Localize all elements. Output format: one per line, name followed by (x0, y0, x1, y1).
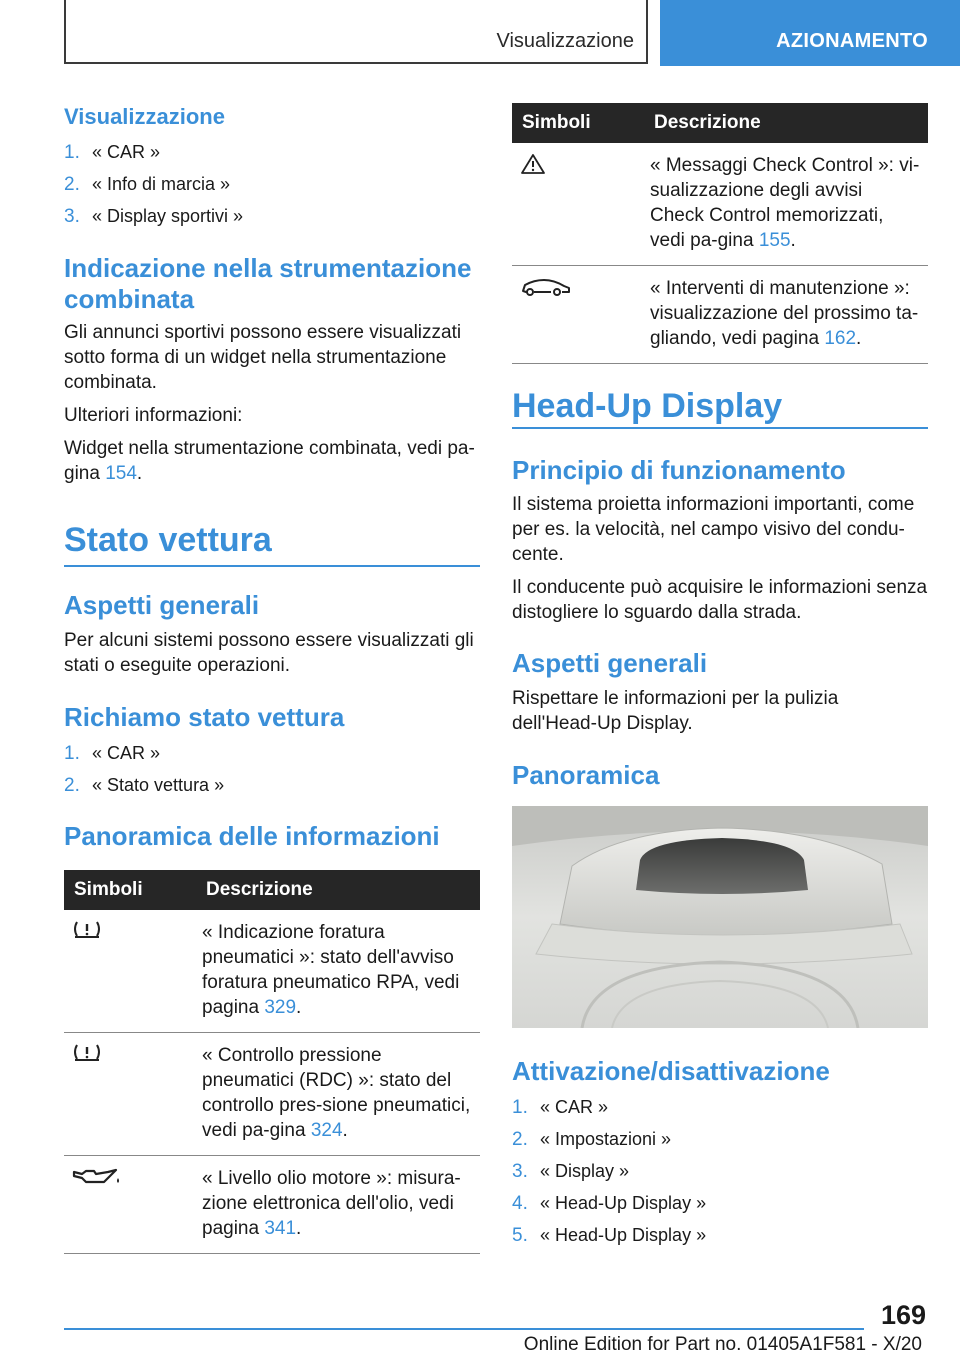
table-row (512, 143, 928, 266)
indicazione-paragraph: Gli annunci sportivi possono essere visualizzati sotto forma di un widget nella strumentazione combinata. (64, 322, 462, 393)
table-header-row (512, 103, 928, 143)
list-item: 1. « CAR » (64, 142, 161, 163)
footer-edition: Online Edition for Part no. 01405A1F581 - X/20 (523, 1334, 922, 1355)
page-link-154[interactable]: 154 (105, 463, 137, 484)
richiamo-steps (64, 737, 224, 801)
widget-reference: Widget nella strumentazione combinata, vedi pa‐gina 154. (64, 438, 475, 484)
list-item: 5. « Head-Up Display » (512, 1225, 707, 1246)
page-link-155[interactable]: 155 (758, 230, 791, 251)
list-item: 2. « Stato vettura » (64, 775, 225, 796)
table-row (64, 1033, 480, 1156)
page-link-324[interactable]: 324 (310, 1120, 343, 1141)
col-simboli: Simboli (512, 103, 644, 143)
aspetti-generali-heading: Aspetti generali (64, 590, 260, 620)
hud-aspetti-text: Rispettare le informazioni per la pulizia dell'Head-Up Display. (512, 688, 839, 734)
list-item: 3. « Display sportivi » (64, 206, 244, 227)
principio-paragraph-1: Il sistema proietta informazioni importanti, come per es. la velocità, nel campo visivo del condu‐cente. (512, 494, 915, 565)
indicazione-heading: Indicazione nella strumentazione combinata (64, 253, 472, 314)
symbols-table-right (512, 103, 928, 364)
attivazione-heading: Attivazione/disattivazione (512, 1056, 830, 1086)
warning-triangle-icon (512, 143, 644, 266)
table-description: « Indicazione foratura pneumatici »: stato dell'avviso foratura pneumatico RPA, vedi pagina 329. (196, 910, 480, 1033)
visualizzazione-heading: Visualizzazione (64, 104, 225, 129)
list-item: 3. « Display » (512, 1161, 630, 1182)
table-header-row (64, 870, 480, 910)
symbols-table-left (64, 870, 480, 1254)
tire-pressure-warning-icon (64, 1033, 196, 1156)
list-item: 2. « Info di marcia » (64, 174, 231, 195)
hud-dashboard-photo (512, 806, 928, 1028)
ulteriori-label: Ulteriori informazioni: (64, 405, 243, 426)
footer-rule (64, 1328, 864, 1330)
list-item: 2. « Impostazioni » (512, 1129, 672, 1150)
principio-heading: Principio di funzionamento (512, 455, 846, 485)
header-chapter-label: AZIONAMENTO (776, 30, 928, 52)
table-description: « Interventi di manutenzione »: visualizzazione del prossimo ta‐gliando, vedi pagina 162. (644, 266, 928, 364)
hud-heading: Head-Up Display (512, 387, 783, 425)
table-row (64, 1156, 480, 1254)
page-link-162[interactable]: 162 (824, 328, 857, 349)
table-row (512, 266, 928, 364)
section-rule (512, 427, 928, 429)
aspetti-generali-text: Per alcuni sistemi possono essere visualizzati gli stati o eseguite operazioni. (64, 630, 474, 676)
header-chapter-tab (660, 0, 960, 66)
hud-aspetti-heading: Aspetti generali (512, 648, 708, 678)
car-service-icon (512, 266, 644, 364)
header-section-title: Visualizzazione (496, 30, 634, 52)
oil-can-icon (64, 1156, 196, 1254)
stato-vettura-heading: Stato vettura (64, 521, 272, 559)
page-link-329[interactable]: 329 (264, 997, 297, 1018)
list-item: 1. « CAR » (512, 1097, 609, 1118)
table-description: « Controllo pressione pneumatici (RDC) »: stato del controllo pres‐sione pneumatici, vedi pa‐gina 324. (196, 1033, 480, 1156)
list-item: 1. « CAR » (64, 743, 161, 764)
table-row (64, 910, 480, 1033)
visualizzazione-steps (64, 136, 243, 232)
hud-panoramica-heading: Panoramica (512, 760, 660, 790)
table-description: « Messaggi Check Control »: vi‐sualizzazione degli avvisi Check Control memorizzati, vedi pa‐gina 155. (644, 143, 928, 266)
page-link-341[interactable]: 341 (264, 1218, 297, 1239)
col-descrizione: Descrizione (644, 103, 928, 143)
col-simboli: Simboli (64, 870, 196, 910)
list-item: 4. « Head-Up Display » (512, 1193, 707, 1214)
table-description: « Livello olio motore »: misura‐zione elettronica dell'olio, vedi pagina 341. (196, 1156, 480, 1254)
attivazione-steps (512, 1091, 706, 1251)
tire-pressure-warning-icon (64, 910, 196, 1033)
section-rule (64, 565, 480, 567)
col-descrizione: Descrizione (196, 870, 480, 910)
panoramica-informazioni-heading: Panoramica delle informazioni (64, 821, 440, 851)
page-number: 169 (880, 1300, 926, 1330)
principio-paragraph-2: Il conducente può acquisire le informazioni senza distogliere lo sguardo dalla strada. (512, 577, 928, 623)
richiamo-heading: Richiamo stato vettura (64, 702, 345, 732)
